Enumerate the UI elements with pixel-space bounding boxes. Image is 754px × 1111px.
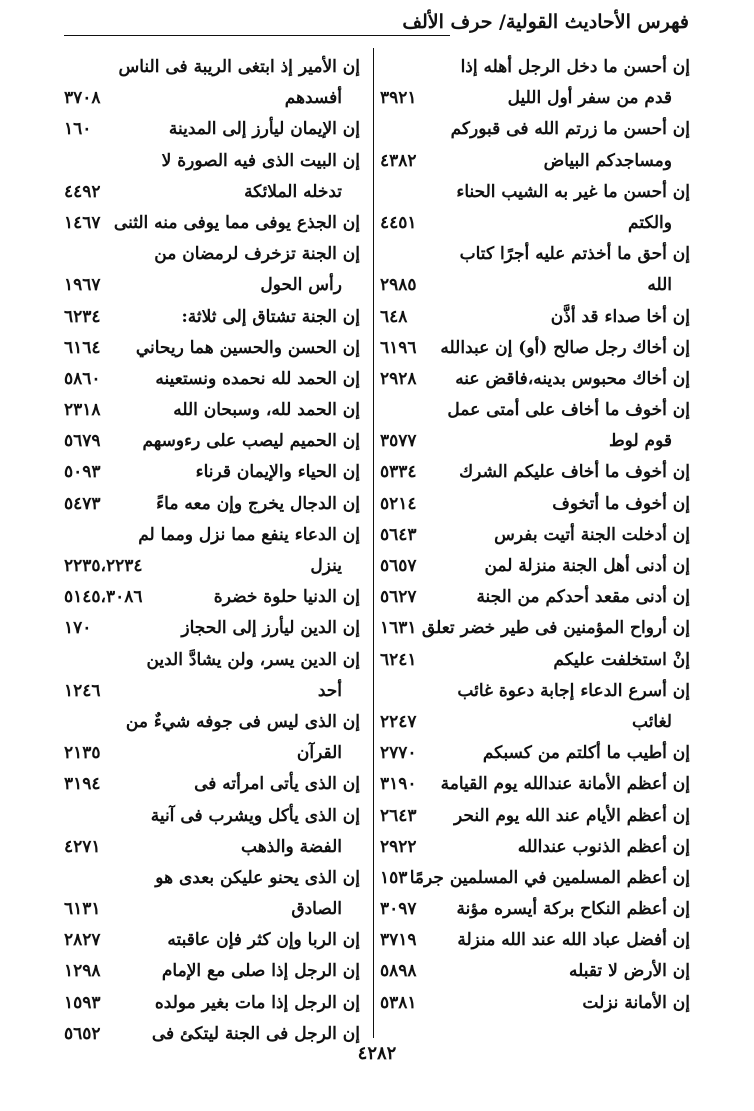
index-entry-line (380, 364, 690, 395)
hadith-text: إن أسرع الدعاء إجابة دعوة غائب (457, 680, 690, 701)
hadith-text: إن أحق ما أخذتم عليه أجرًا كتاب (459, 244, 690, 265)
hadith-number: ٦٢٣٤ (64, 306, 101, 327)
hadith-text: إن الرجل فى الجنة ليتكئ فى (151, 1023, 360, 1044)
hadith-number: ١٢٤٦ (64, 680, 101, 701)
hadith-text: ومساجدكم البياض (543, 150, 672, 171)
hadith-text: إن الذى يأتى امرأته فى (194, 774, 360, 795)
hadith-text: إن أخوف ما أخاف عليكم الشرك (459, 462, 690, 483)
index-entry-line (64, 769, 360, 800)
index-entry-line (380, 707, 690, 738)
index-entry-line (64, 395, 360, 426)
hadith-text: إن الدين يسر، ولن يشادَّ الدين (146, 649, 360, 670)
index-entry-line (64, 302, 360, 333)
index-entry-line (380, 333, 690, 364)
index-entry-line (64, 551, 360, 582)
hadith-number: ١٥٩٣ (64, 992, 101, 1013)
hadith-text: إن أدنى أهل الجنة منزلة لمن (484, 556, 690, 576)
index-entry-line (64, 801, 360, 832)
hadith-number: ١٩٦٧ (64, 275, 101, 296)
hadith-number: ٥٦٥٧ (380, 556, 417, 576)
index-entry-line (380, 801, 690, 832)
hadith-text: إن الذى ليس فى جوفه شيءٌ من (125, 711, 360, 732)
hadith-text: إن الربا وإن كثر فإن عاقبته (167, 930, 360, 951)
hadith-text: إن البيت الذى فيه الصورة لا (161, 150, 360, 171)
index-entry-line (64, 645, 360, 676)
index-entry-line (380, 676, 690, 707)
hadith-text: إن الأمانة نزلت (582, 992, 690, 1013)
hadith-text: والكتم (628, 212, 672, 233)
index-entry-line (380, 52, 690, 83)
index-entry-line (64, 239, 360, 270)
column-divider (373, 48, 374, 1038)
hadith-number: ٥٦٤٣ (380, 524, 417, 545)
hadith-text: إن الحمد لله، وسبحان الله (173, 400, 360, 421)
index-entry-line (64, 208, 360, 239)
hadith-number: ٢٩٨٥ (380, 275, 417, 296)
index-entry-line (380, 738, 690, 769)
hadith-text: إن أخاك رجل صالح (أو) إن عبدالله (440, 337, 690, 358)
hadith-text: الصادق (291, 899, 342, 920)
hadith-text: إن أخاك محبوس بدينه،فاقض عنه (455, 368, 690, 389)
hadith-number: ٣٥٧٧ (380, 431, 417, 452)
index-entry-line (380, 925, 690, 956)
hadith-text: إن أدخلت الجنة أتيت بفرس (494, 524, 690, 545)
index-entry-line (380, 613, 690, 644)
hadith-text: إن الجنة تزخرف لرمضان من (154, 244, 360, 265)
hadith-text: إن الدنيا حلوة خضرة (213, 587, 360, 608)
hadith-text: إن أعظم الأيام عند الله يوم النحر (454, 805, 690, 826)
index-entry-line (64, 364, 360, 395)
index-entry-line (64, 707, 360, 738)
index-entry-line (380, 551, 690, 582)
hadith-text: إن أعظم النكاح بركة أيسره مؤنة (456, 899, 690, 920)
index-entry-line (380, 645, 690, 676)
hadith-text: الله (647, 275, 672, 296)
index-entry-line (64, 863, 360, 894)
hadith-number: ٥٦٧٩ (64, 431, 101, 452)
right-column (380, 52, 690, 1019)
hadith-text: إن الحياء والإيمان قرناء (195, 462, 360, 483)
index-entry-line (380, 956, 690, 987)
hadith-text: إن أعظم الأمانة عندالله يوم القيامة (440, 774, 690, 795)
index-entry-line (64, 925, 360, 956)
index-entry-line (380, 426, 690, 457)
hadith-text: إن أعظم المسلمين في المسلمين جرمًا (409, 867, 690, 888)
index-entry-line (380, 146, 690, 177)
hadith-number: ٥٠٩٣ (64, 462, 101, 483)
hadith-number: ٤٤٩٢ (64, 181, 101, 202)
hadith-text: إن الدعاء ينفع مما نزل ومما لم (138, 524, 360, 545)
index-entry-line (64, 520, 360, 551)
index-entry-line (64, 894, 360, 925)
index-entry-line (64, 114, 360, 145)
hadith-text: ينزل (310, 556, 342, 576)
index-entry-line (64, 426, 360, 457)
hadith-text: إن الرجل إذا صلى مع الإمام (161, 961, 360, 982)
hadith-number: ٥٣٨١ (380, 992, 417, 1013)
hadith-text: رأس الحول (260, 275, 342, 296)
page-header (64, 8, 689, 36)
hadith-text: إن أخا صداء قد أذَّن (550, 306, 690, 327)
index-entry-line (380, 457, 690, 488)
hadith-number: ٥١٤٥،٣٠٨٦ (64, 587, 143, 608)
hadith-text: إن أحسن ما دخل الرجل أهله إذا (460, 57, 690, 77)
hadith-number: ٤٣٨٢ (380, 150, 417, 171)
index-entry-line (64, 613, 360, 644)
index-entry-line (64, 832, 360, 863)
hadith-number: ٤٤٥١ (380, 212, 417, 233)
hadith-text: لغائب (632, 711, 672, 732)
index-entry-line (64, 988, 360, 1019)
index-entry-line (380, 863, 690, 894)
hadith-text: إن أطيب ما أكلتم من كسبكم (482, 743, 690, 764)
hadith-number: ١٧٠ (64, 618, 92, 639)
index-entry-line (64, 52, 360, 83)
hadith-number: ٢٢٣٥،٢٢٣٤ (64, 556, 143, 576)
hadith-number: ٥٦٥٢ (64, 1023, 101, 1044)
hadith-number: ٦٢٤١ (380, 649, 417, 670)
hadith-number: ٢٧٧٠ (380, 743, 417, 764)
hadith-number: ٢٩٢٨ (380, 368, 417, 389)
index-entry-line (380, 83, 690, 114)
hadith-text: إن الحميم ليصب على رءوسهم (142, 431, 360, 452)
hadith-number: ٢١٣٥ (64, 743, 101, 764)
hadith-text: إن أخوف ما أخاف على أمتى عمل (447, 400, 690, 421)
hadith-number: ٤٢٧١ (64, 836, 101, 857)
hadith-number: ١٥٣ (380, 867, 408, 888)
hadith-text: إن الذى يأكل ويشرب فى آنية (150, 805, 360, 826)
left-column (64, 52, 360, 1050)
index-entry-line (64, 676, 360, 707)
index-entry-line (380, 520, 690, 551)
index-entry-line (380, 582, 690, 613)
hadith-number: ٥٦٢٧ (380, 587, 417, 608)
index-entry-line (380, 395, 690, 426)
hadith-number: ١٦٠ (64, 119, 92, 140)
hadith-number: ٦١٣١ (64, 899, 101, 920)
hadith-text: إن الأمير إذ ابتغى الريبة فى الناس (118, 57, 360, 77)
hadith-number: ٥٤٧٣ (64, 493, 101, 514)
hadith-text: إن الحمد لله نحمده ونستعينه (155, 368, 360, 389)
hadith-text: إن أحسن ما زرتم الله فى قبوركم (450, 119, 690, 140)
index-entry-line (64, 146, 360, 177)
index-entry-line (64, 270, 360, 301)
index-entry-line (380, 988, 690, 1019)
hadith-number: ٥٨٩٨ (380, 961, 417, 982)
hadith-text: إن أدنى مقعد أحدكم من الجنة (476, 587, 690, 608)
hadith-text: إن الذى يحنو عليكن بعدى هو (155, 867, 360, 888)
header-rule (64, 35, 450, 36)
hadith-number: ٦٤٨ (380, 306, 408, 327)
hadith-text: أحد (317, 680, 342, 701)
hadith-text: تدخله الملائكة (244, 181, 342, 202)
hadith-text: إن الدجال يخرج وإن معه ماءً (156, 493, 360, 514)
hadith-number: ٢٨٢٧ (64, 930, 101, 951)
index-entry-line (64, 177, 360, 208)
index-entry-line (380, 208, 690, 239)
hadith-text: إن الحسن والحسين هما ريحاني (135, 337, 360, 358)
index-entry-line (380, 114, 690, 145)
index-entry-line (64, 582, 360, 613)
hadith-number: ٢٦٤٣ (380, 805, 417, 826)
hadith-text: إن الأرض لا تقبله (568, 961, 690, 982)
hadith-number: ٥٣٣٤ (380, 462, 417, 483)
hadith-number: ٣٧١٩ (380, 930, 417, 951)
hadith-text: قدم من سفر أول الليل (507, 88, 672, 109)
hadith-text: إن الإيمان ليأرز إلى المدينة (168, 119, 360, 140)
index-entry-line (380, 769, 690, 800)
hadith-text: قوم لوط (608, 431, 672, 452)
hadith-text: إن الجنة تشتاق إلى ثلاثة: (181, 306, 360, 327)
hadith-text: القرآن (296, 743, 342, 764)
index-entry-line (380, 302, 690, 333)
hadith-text: إن الجذع يوفى مما يوفى منه الثنى (113, 212, 360, 233)
index-entry-line (380, 177, 690, 208)
index-entry-line (64, 489, 360, 520)
hadith-text: الفضة والذهب (241, 836, 342, 857)
hadith-number: ١٦٣١ (380, 618, 417, 639)
hadith-number: ٦١٩٦ (380, 337, 417, 358)
hadith-number: ٢٩٢٢ (380, 836, 417, 857)
hadith-text: إنْ استخلفت عليكم (553, 649, 690, 670)
index-entry-line (64, 333, 360, 364)
index-entry-line (64, 83, 360, 114)
index-entry-line (64, 738, 360, 769)
hadith-number: ١٢٩٨ (64, 961, 101, 982)
index-entry-line (380, 894, 690, 925)
hadith-text: إن الرجل إذا مات بغير مولده (154, 992, 360, 1013)
hadith-text: إن أفضل عباد الله عند الله منزلة (457, 930, 690, 951)
hadith-text: إن الدين ليأرز إلى الحجاز (181, 618, 360, 639)
hadith-text: إن أعظم الذنوب عندالله (517, 836, 690, 857)
index-entry-line (380, 239, 690, 270)
index-entry-line (64, 457, 360, 488)
hadith-number: ٢٣١٨ (64, 400, 101, 421)
hadith-number: ٣٠٩٧ (380, 899, 417, 920)
page-title: فهرس الأحاديث القولية/ حرف الألف (402, 11, 689, 33)
hadith-number: ٣٧٠٨ (64, 88, 101, 109)
hadith-number: ٣٩٢١ (380, 88, 417, 109)
hadith-number: ٣١٩٤ (64, 774, 101, 795)
hadith-number: ٣١٩٠ (380, 774, 417, 795)
hadith-number: ٥٢١٤ (380, 493, 417, 514)
hadith-text: إن أرواح المؤمنين فى طير خضر تعلق (421, 618, 690, 639)
index-entry-line (380, 832, 690, 863)
hadith-text: إن أحسن ما غير به الشيب الحناء (456, 181, 690, 202)
index-entry-line (380, 270, 690, 301)
index-entry-line (380, 489, 690, 520)
hadith-number: ٦١٦٤ (64, 337, 101, 358)
hadith-number: ٢٢٤٧ (380, 711, 417, 732)
hadith-text: أفسدهم (284, 88, 342, 109)
page-number: ٤٢٨٢ (357, 1043, 397, 1064)
index-entry-line (64, 956, 360, 987)
hadith-number: ٥٨٦٠ (64, 368, 101, 389)
hadith-number: ١٤٦٧ (64, 212, 101, 233)
hadith-text: إن أخوف ما أتخوف (552, 493, 690, 514)
